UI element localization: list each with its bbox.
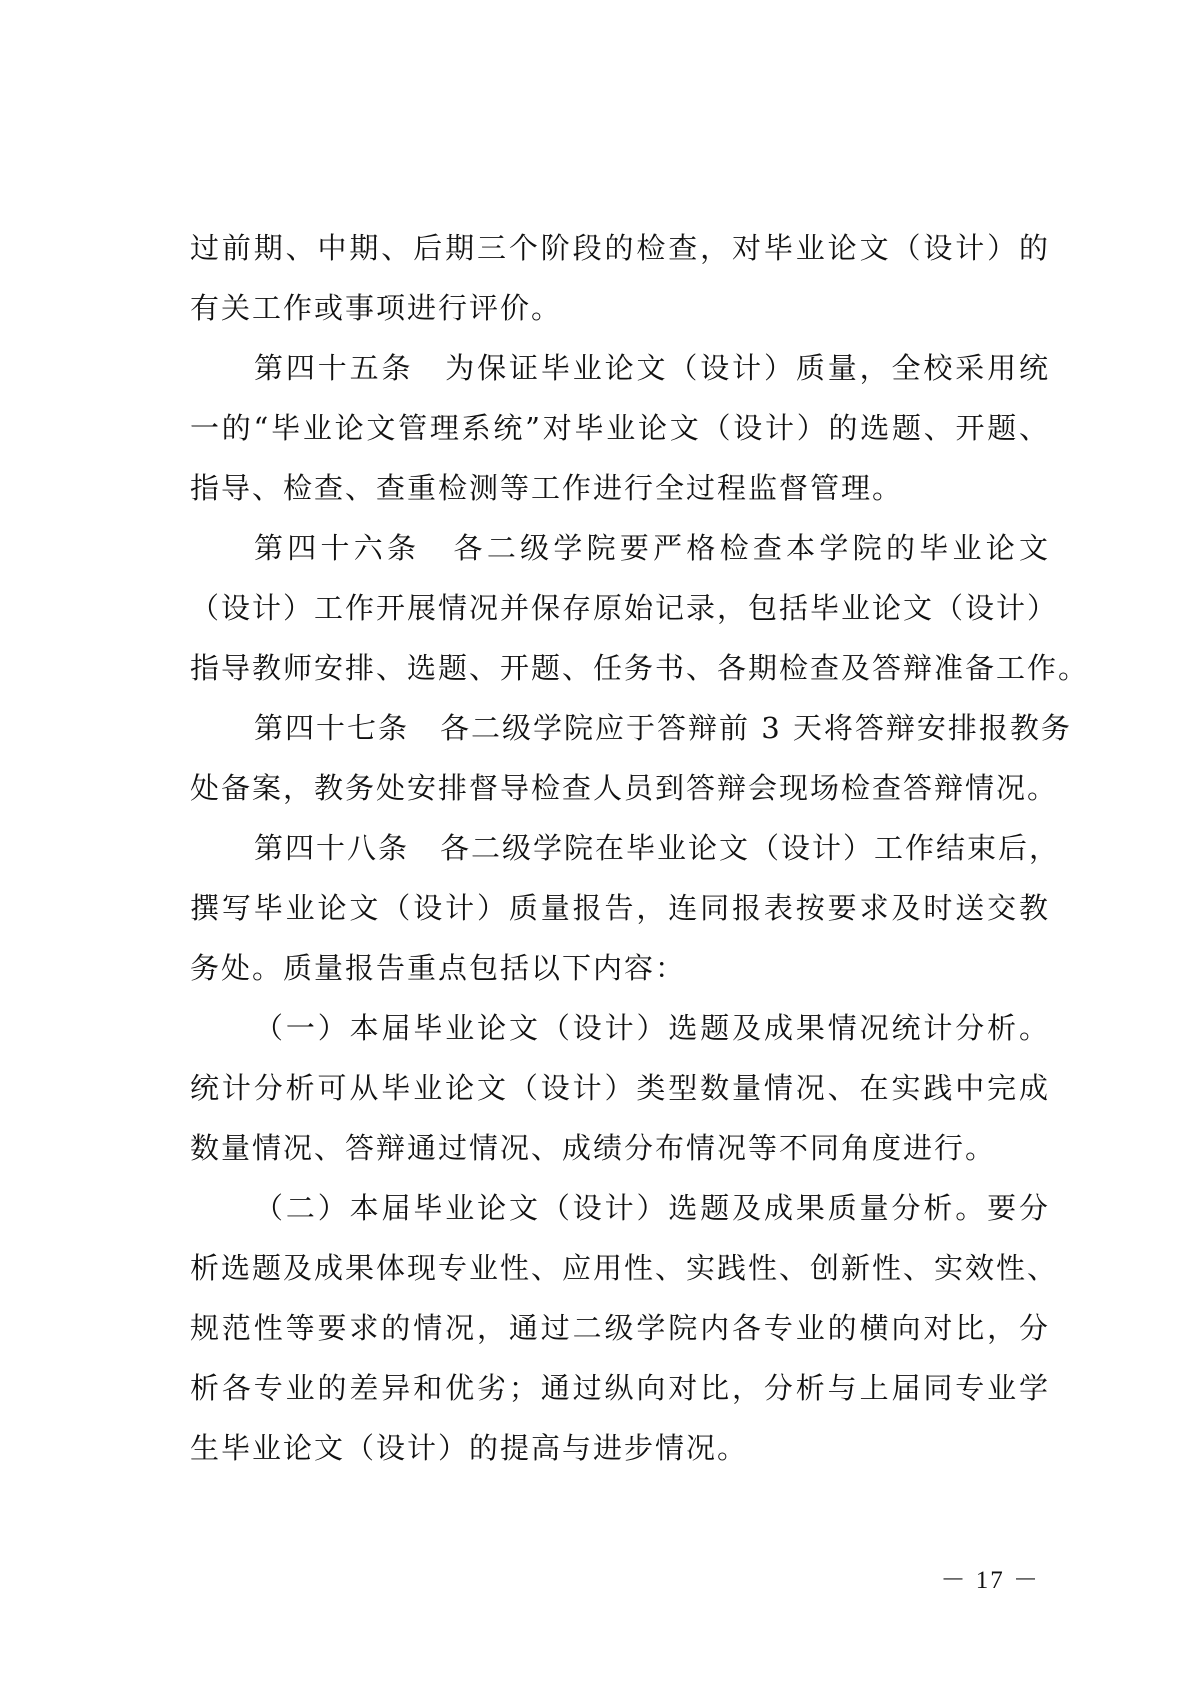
list-item-1-line: （一）本届毕业论文（设计）选题及成果情况统计分析。 [254, 1011, 1050, 1045]
list-item-2-line: （二）本届毕业论文（设计）选题及成果质量分析。要分 [254, 1191, 1050, 1225]
body-text [190, 218, 1090, 1478]
article-45-heading-line: 第四十五条 为保证毕业论文（设计）质量，全校采用统 [254, 351, 1050, 385]
text-line: 析各专业的差异和优劣；通过纵向对比，分析与上届同专业学 [190, 1371, 1050, 1405]
text-line: 析选题及成果体现专业性、应用性、实践性、创新性、实效性、 [190, 1251, 1059, 1285]
text-line: 数量情况、答辩通过情况、成绩分布情况等不同角度进行。 [190, 1131, 997, 1165]
text-line: 统计分析可从毕业论文（设计）类型数量情况、在实践中完成 [190, 1071, 1050, 1105]
article-46-heading-line: 第四十六条 各二级学院要严格检查本学院的毕业论文 [254, 531, 1050, 565]
text-line: 撰写毕业论文（设计）质量报告，连同报表按要求及时送交教 [190, 891, 1050, 925]
article-48-heading-line: 第四十八条 各二级学院在毕业论文（设计）工作结束后， [254, 831, 1061, 865]
text-line: 有关工作或事项进行评价。 [190, 291, 563, 325]
text-line: 处备案，教务处安排督导检查人员到答辩会现场检查答辩情况。 [190, 771, 1059, 805]
text-line: 生毕业论文（设计）的提高与进步情况。 [190, 1431, 749, 1465]
text-line: 一的“毕业论文管理系统”对毕业论文（设计）的选题、开题、 [190, 411, 1050, 445]
text-line: 指导教师安排、选题、开题、任务书、各期检查及答辩准备工作。 [190, 651, 1090, 685]
text-line: 务处。质量报告重点包括以下内容： [190, 951, 687, 985]
text-line: 指导、检查、查重检测等工作进行全过程监督管理。 [190, 471, 904, 505]
article-47-heading-line: 第四十七条 各二级学院应于答辩前 3 天将答辩安排报教务 [254, 711, 1072, 745]
page-number: － 17 － [940, 1567, 1040, 1594]
text-line: 规范性等要求的情况，通过二级学院内各专业的横向对比，分 [190, 1311, 1050, 1345]
text-line: 过前期、中期、后期三个阶段的检查，对毕业论文（设计）的 [190, 231, 1050, 265]
text-line: （设计）工作开展情况并保存原始记录，包括毕业论文（设计） [190, 591, 1059, 625]
